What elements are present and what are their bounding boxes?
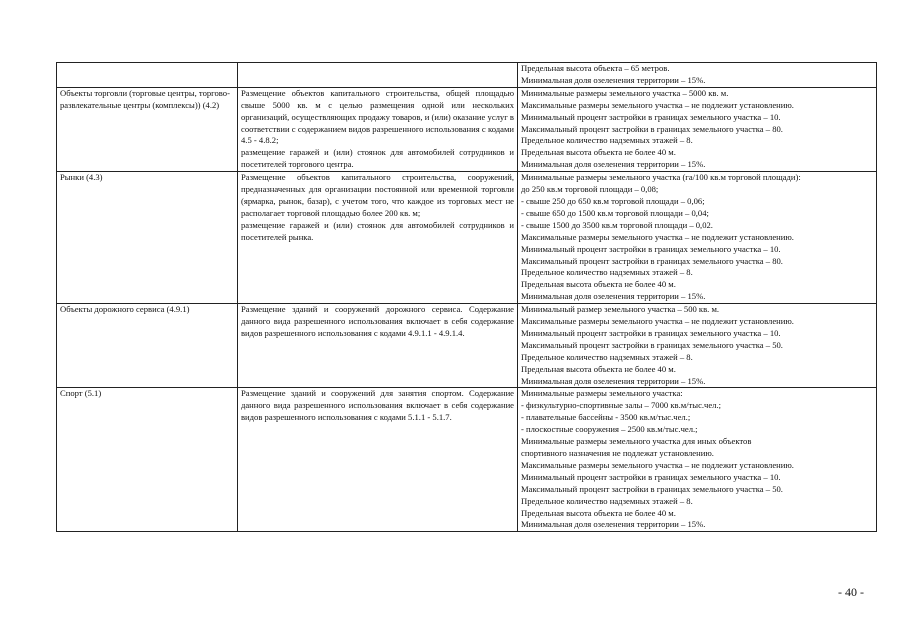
parameter-line: Предельная высота объекта – 65 метров. <box>521 63 670 73</box>
parameters-cell <box>518 63 877 88</box>
parameter-line: Минимальная доля озеленения территории – 15%. <box>521 291 706 302</box>
description-paragraph: Размещение зданий и сооружений дорожного сервиса. Содержание данного вида разрешенного использования включает в себя содержание видов разрешенного использования с кодами 4.9.1.1 - 4.9.1.4. <box>241 304 514 338</box>
parameter-line: Предельное количество надземных этажей – 8. <box>521 351 693 362</box>
parameter-line: Минимальный процент застройки в границах земельного участка – 10. <box>521 111 781 122</box>
parameter-line: Максимальный процент застройки в границах земельного участка – 80. <box>521 123 783 134</box>
parameters-cell <box>518 388 877 532</box>
use-type-cell: Спорт (5.1) <box>57 388 238 532</box>
parameters-cell <box>518 304 877 388</box>
parameter-line: Минимальный процент застройки в границах земельного участка – 10. <box>521 243 781 254</box>
table-row <box>57 388 877 532</box>
parameter-line: Минимальный размер земельного участка – 500 кв. м. <box>521 304 720 315</box>
use-type-cell: Объекты торговли (торговые центры, торгово-развлекательные центры (комплексы)) (4.2) <box>57 87 238 171</box>
parameter-line: Минимальная доля озеленения территории – 15%. <box>521 375 706 386</box>
use-type-cell <box>57 63 238 88</box>
parameter-line: до 250 кв.м торговой площади – 0,08; <box>521 184 659 195</box>
parameter-line: Максимальный процент застройки в границах земельного участка – 50. <box>521 339 783 350</box>
table-row <box>57 304 877 388</box>
parameters-cell <box>518 87 877 171</box>
description-paragraph: размещение гаражей и (или) стоянок для автомобилей сотрудников и посетителей рынка. <box>241 219 514 242</box>
use-type-cell: Объекты дорожного сервиса (4.9.1) <box>57 304 238 388</box>
parameters-intro: Минимальные размеры земельного участка (га/100 кв.м торговой площади): <box>521 172 801 183</box>
description-cell <box>238 388 518 532</box>
description-paragraph: размещение гаражей и (или) стоянок для автомобилей сотрудников и посетителей торгового центра. <box>241 147 514 170</box>
table-row <box>57 87 877 171</box>
description-cell <box>238 87 518 171</box>
description-paragraph: Размещение зданий и сооружений для занятия спортом. Содержание данного вида разрешенного использования включает в себя содержание видов разрешенного использования с кодами 5.1.1 - 5.1.7. <box>241 388 514 423</box>
use-type-cell: Рынки (4.3) <box>57 172 238 304</box>
parameter-line: Максимальные размеры земельного участка – не подлежит установлению. <box>521 231 794 242</box>
parameter-line: Минимальные размеры земельного участка для иных объектов <box>521 436 752 447</box>
description-cell <box>238 172 518 304</box>
parameter-line: Минимальные размеры земельного участка: <box>521 388 683 399</box>
parameter-line: спортивного назначения не подлежат установлению. <box>521 448 714 458</box>
parameter-line: - свыше 650 до 1500 кв.м торговой площади – 0,04; <box>521 207 709 218</box>
description-paragraph: Размещение объектов капитального строительства, общей площадью свыше 5000 кв. м с целью размещения одной или нескольких организаций, осуществляющих продажу товаров, и (или) оказание услуг в соответствии с содержанием видов разрешенного использования с кодами 4.5 - 4.8.2; <box>241 87 514 146</box>
description-cell <box>238 304 518 388</box>
page-number: - 40 - <box>838 585 864 599</box>
parameter-line: Минимальный процент застройки в границах земельного участка – 10. <box>521 471 781 482</box>
parameter-line: Предельная высота объекта не более 40 м. <box>521 507 676 518</box>
parameter-line: Максимальные размеры земельного участка – не подлежит установлению. <box>521 459 794 470</box>
parameter-line: Максимальный процент застройки в границах земельного участка – 80. <box>521 255 783 266</box>
zoning-table-body <box>57 63 877 532</box>
table-row <box>57 63 877 88</box>
parameter-line: Минимальная доля озеленения территории – 15%. <box>521 519 706 530</box>
description-cell <box>238 63 518 88</box>
zoning-table <box>56 62 877 532</box>
table-row <box>57 172 877 304</box>
parameter-line: Минимальные размеры земельного участка – 5000 кв. м. <box>521 87 729 98</box>
parameter-line: - свыше 1500 до 3500 кв.м торговой площади – 0,02. <box>521 219 713 230</box>
parameter-line: Максимальные размеры земельного участка – не подлежит установлению. <box>521 99 794 110</box>
parameter-line: Предельное количество надземных этажей – 8. <box>521 267 693 278</box>
parameter-line: - физкультурно-спортивные залы – 7000 кв.м/тыс.чел.; <box>521 400 721 411</box>
parameter-line: - плавательные бассейны - 3500 кв.м/тыс.чел.; <box>521 412 691 423</box>
parameter-line: Предельная высота объекта не более 40 м. <box>521 147 676 158</box>
parameter-line: - свыше 250 до 650 кв.м торговой площади – 0,06; <box>521 195 705 206</box>
parameter-line: Минимальная доля озеленения территории – 15%. <box>521 74 706 85</box>
parameter-line: Предельная высота объекта не более 40 м. <box>521 363 676 374</box>
parameters-cell <box>518 172 877 304</box>
parameter-line: Максимальные размеры земельного участка – не подлежит установлению. <box>521 316 794 327</box>
parameter-line: Предельное количество надземных этажей – 8. <box>521 495 693 506</box>
parameter-line: - плоскостные сооружения – 2500 кв.м/тыс.чел.; <box>521 424 698 435</box>
parameter-line: Максимальный процент застройки в границах земельного участка – 50. <box>521 483 783 494</box>
parameter-line: Минимальный процент застройки в границах земельного участка – 10. <box>521 327 781 338</box>
parameter-line: Предельная высота объекта не более 40 м. <box>521 279 676 290</box>
parameter-line: Предельное количество надземных этажей – 8. <box>521 135 693 146</box>
parameter-line: Минимальная доля озеленения территории – 15%. <box>521 159 706 170</box>
description-paragraph: Размещение объектов капитального строительства, сооружений, предназначенных для организации постоянной или временной торговли (ярмарка, рынок, базар), с учетом того, что каждое из торговых мест не располагает торговой площадью более 200 кв. м; <box>241 172 514 218</box>
